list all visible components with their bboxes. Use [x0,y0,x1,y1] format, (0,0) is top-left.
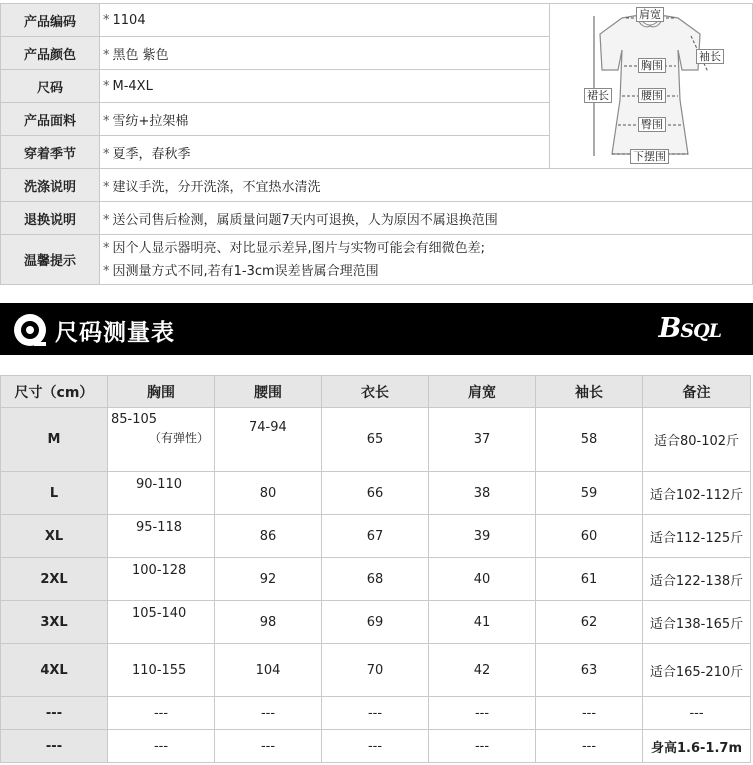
table-row [1,601,751,644]
size-cell: 2XL [1,558,108,601]
shoulder-cell: 41 [429,601,536,644]
waist-cell: 74-94 [215,408,322,472]
info-row-code [1,4,753,37]
shoulder-cell: 39 [429,515,536,558]
table-row [1,408,751,472]
tape-measure-icon [12,312,48,348]
product-info-section [0,3,753,286]
bust-cell: --- [108,730,215,763]
sleeve-cell: 63 [536,644,643,697]
waist-cell: --- [215,730,322,763]
sleeve-cell: --- [536,730,643,763]
bullet-star: * [103,78,110,94]
table-header-row [1,376,751,408]
column-header: 胸围 [108,376,215,408]
brand-logo: BSQL [658,313,721,344]
remark-cell: 适合122-138斤 [643,558,751,601]
waist-cell: 92 [215,558,322,601]
dress-outline-figure [550,4,751,168]
bust-cell: 90-110 [108,472,215,515]
size-cell: --- [1,697,108,730]
waist-cell: --- [215,697,322,730]
remark-cell: 适合112-125斤 [643,515,751,558]
product-info-table [0,3,753,285]
shoulder-cell: --- [429,730,536,763]
shoulder-cell: --- [429,697,536,730]
diagram-label-length: 裙长 [584,88,612,103]
bullet-star: * [103,12,110,28]
column-header: 衣长 [322,376,429,408]
info-value: 建议手洗，分开洗涤，不宜热水清洗 [112,179,321,195]
bullet-star: * [103,241,110,256]
diagram-label-hem: 下摆围 [630,149,669,164]
bust-cell: 85-105 （有弹性） [108,408,215,472]
bust-cell: 100-128 [108,558,215,601]
length-cell: 67 [322,515,429,558]
size-cell: L [1,472,108,515]
bullet-star: * [103,113,110,129]
length-cell: 68 [322,558,429,601]
info-value: 送公司售后检测，属质量问题7天内可退换，人为原因不属退换范围 [112,212,498,228]
waist-cell: 80 [215,472,322,515]
size-cell: XL [1,515,108,558]
sleeve-cell: 60 [536,515,643,558]
remark-cell: --- [643,697,751,730]
info-value: 夏季，春秋季 [112,146,191,162]
bullet-star: * [103,47,110,63]
tip-line: * 因个人显示器明亮、对比显示差异,图片与实物可能会有细微色差; [103,241,486,256]
info-row-returns [1,202,753,235]
size-cell: M [1,408,108,472]
info-label: 穿着季节 [1,136,100,169]
size-cell: 3XL [1,601,108,644]
info-label: 退换说明 [1,202,100,235]
length-cell: 65 [322,408,429,472]
sleeve-cell: --- [536,697,643,730]
info-label: 产品面料 [1,103,100,136]
length-cell: 66 [322,472,429,515]
shoulder-cell: 37 [429,408,536,472]
bust-cell: 110-155 [108,644,215,697]
info-value: 雪纺+拉架棉 [112,113,189,129]
shoulder-cell: 38 [429,472,536,515]
diagram-label-waist: 腰围 [638,88,666,103]
diagram-label-shoulder: 肩宽 [636,7,664,22]
info-row-tips [1,235,753,285]
remark-cell: 适合80-102斤 [643,408,751,472]
info-label: 产品颜色 [1,37,100,70]
remark-cell: 适合102-112斤 [643,472,751,515]
length-cell: 69 [322,601,429,644]
info-label: 洗涤说明 [1,169,100,202]
banner-title: 尺码测量表 [55,320,175,346]
info-value: 1104 [112,12,146,28]
diagram-label-sleeve: 袖长 [696,49,724,64]
remark-cell: 适合165-210斤 [643,644,751,697]
table-row [1,558,751,601]
table-row [1,644,751,697]
bullet-star: * [103,179,110,195]
info-label: 温馨提示 [1,235,100,285]
size-cell: 4XL [1,644,108,697]
remark-cell: 身高1.6-1.7m [643,730,751,763]
bullet-star: * [103,212,110,228]
sleeve-cell: 58 [536,408,643,472]
size-cell: --- [1,730,108,763]
info-label: 尺码 [1,70,100,103]
column-header: 袖长 [536,376,643,408]
bullet-star: * [103,264,110,279]
info-value: M-4XL [112,78,153,94]
tip-line: * 因测量方式不同,若有1-3cm误差皆属合理范围 [103,264,379,279]
length-cell: 70 [322,644,429,697]
info-value: 黑色 紫色 [112,47,169,63]
column-header: 肩宽 [429,376,536,408]
bust-cell: 105-140 [108,601,215,644]
shoulder-cell: 40 [429,558,536,601]
table-row [1,697,751,730]
info-row-washing [1,169,753,202]
remark-cell: 适合138-165斤 [643,601,751,644]
garment-measurement-diagram [550,4,751,168]
bullet-star: * [103,146,110,162]
garment-diagram-cell [550,4,753,169]
column-header: 备注 [643,376,751,408]
sleeve-cell: 62 [536,601,643,644]
column-header: 尺寸（cm） [1,376,108,408]
table-row [1,515,751,558]
waist-cell: 98 [215,601,322,644]
waist-cell: 86 [215,515,322,558]
sleeve-cell: 61 [536,558,643,601]
table-row [1,730,751,763]
size-chart-table [0,375,751,763]
bust-cell: --- [108,697,215,730]
info-label: 产品编码 [1,4,100,37]
bust-cell: 95-118 [108,515,215,558]
table-row [1,472,751,515]
length-cell: --- [322,697,429,730]
length-cell: --- [322,730,429,763]
column-header: 腰围 [215,376,322,408]
shoulder-cell: 42 [429,644,536,697]
sleeve-cell: 59 [536,472,643,515]
waist-cell: 104 [215,644,322,697]
diagram-label-hip: 臀围 [638,117,666,132]
stretch-note: （有弹性） [149,431,210,445]
size-chart-banner [0,303,753,355]
diagram-label-chest: 胸围 [638,58,666,73]
